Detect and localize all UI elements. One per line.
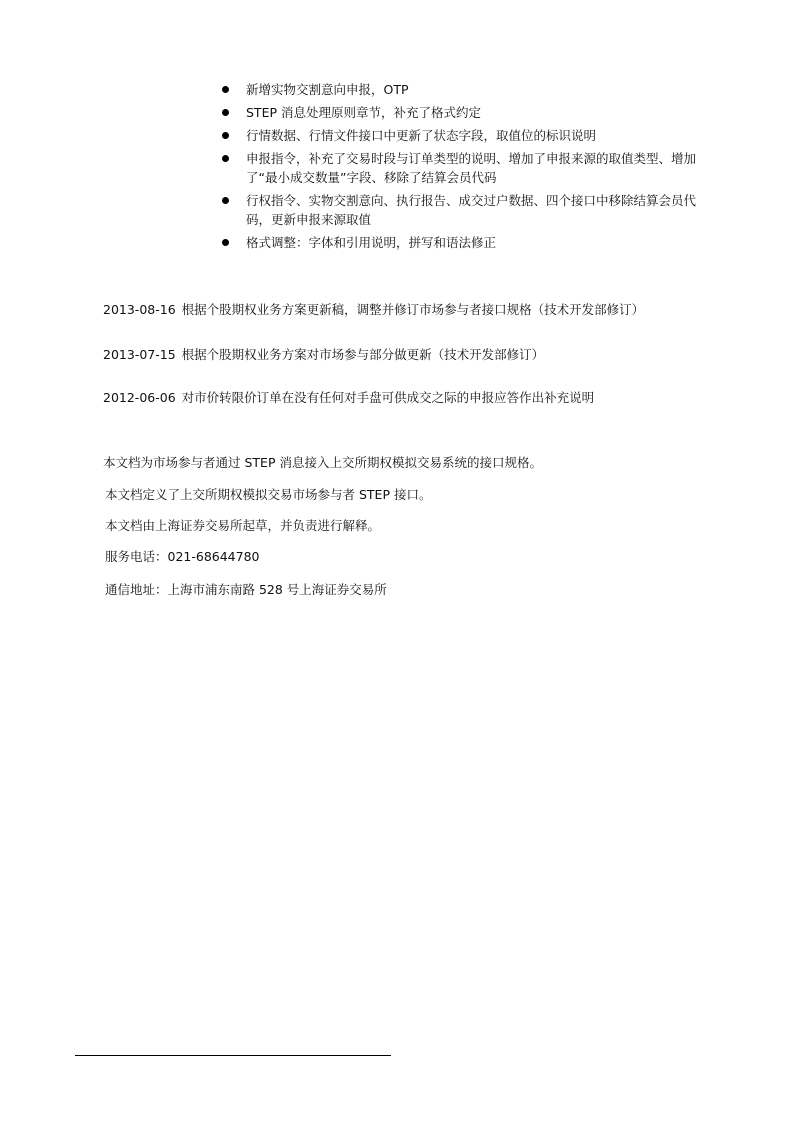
revision-text: 根据个股期权业务方案对市场参与部分做更新（技术开发部修订） <box>181 347 545 362</box>
change-item <box>220 126 720 145</box>
change-item <box>220 233 720 252</box>
bullet-icon <box>222 239 229 246</box>
bullet-icon <box>222 132 229 139</box>
change-text: 行情数据、行情文件接口中更新了状态字段，取值位的标识说明 <box>246 128 597 143</box>
intro-purpose: 本文档为市场参与者通过 STEP 消息接入上交所期权模拟交易系统的接口规格。 <box>103 455 542 470</box>
revision-date: 2013-07-15 <box>103 347 176 362</box>
change-item <box>220 191 720 229</box>
change-text: 新增实物交割意向申报，OTP <box>246 82 409 97</box>
bullet-icon <box>222 109 229 116</box>
revision-entry <box>103 388 594 406</box>
intro-author: 本文档由上海证券交易所起草，并负责进行解释。 <box>105 518 381 533</box>
change-text: STEP 消息处理原则章节，补充了格式约定 <box>246 105 481 120</box>
revision-text: 根据个股期权业务方案更新稿，调整并修订市场参与者接口规格（技术开发部修订） <box>181 302 645 317</box>
mailing-address: 通信地址：上海市浦东南路 528 号上海证券交易所 <box>105 582 387 597</box>
change-text: 行权指令、实物交割意向、执行报告、成交过户数据、四个接口中移除结算会员代码，更新申报来源取值 <box>246 193 697 227</box>
change-text: 申报指令，补充了交易时段与订单类型的说明、增加了申报来源的取值类型、增加了“最小成交数量”字段、移除了结算会员代码 <box>246 151 697 185</box>
bullet-icon <box>222 197 229 204</box>
revision-entry <box>103 300 644 318</box>
revision-date: 2012-06-06 <box>103 390 176 405</box>
change-item <box>220 103 720 122</box>
change-list <box>220 80 720 256</box>
change-item <box>220 80 720 99</box>
bullet-icon <box>222 86 229 93</box>
intro-definition: 本文档定义了上交所期权模拟交易市场参与者 STEP 接口。 <box>105 487 432 502</box>
service-phone: 服务电话：021-68644780 <box>105 549 260 564</box>
revision-entry <box>103 345 544 363</box>
revision-text: 对市价转限价订单在没有任何对手盘可供成交之际的申报应答作出补充说明 <box>181 390 595 405</box>
revision-date: 2013-08-16 <box>103 302 176 317</box>
change-item <box>220 149 720 187</box>
bullet-icon <box>222 155 229 162</box>
change-text: 格式调整：字体和引用说明，拼写和语法修正 <box>246 235 497 250</box>
footnote-divider <box>75 1055 391 1056</box>
